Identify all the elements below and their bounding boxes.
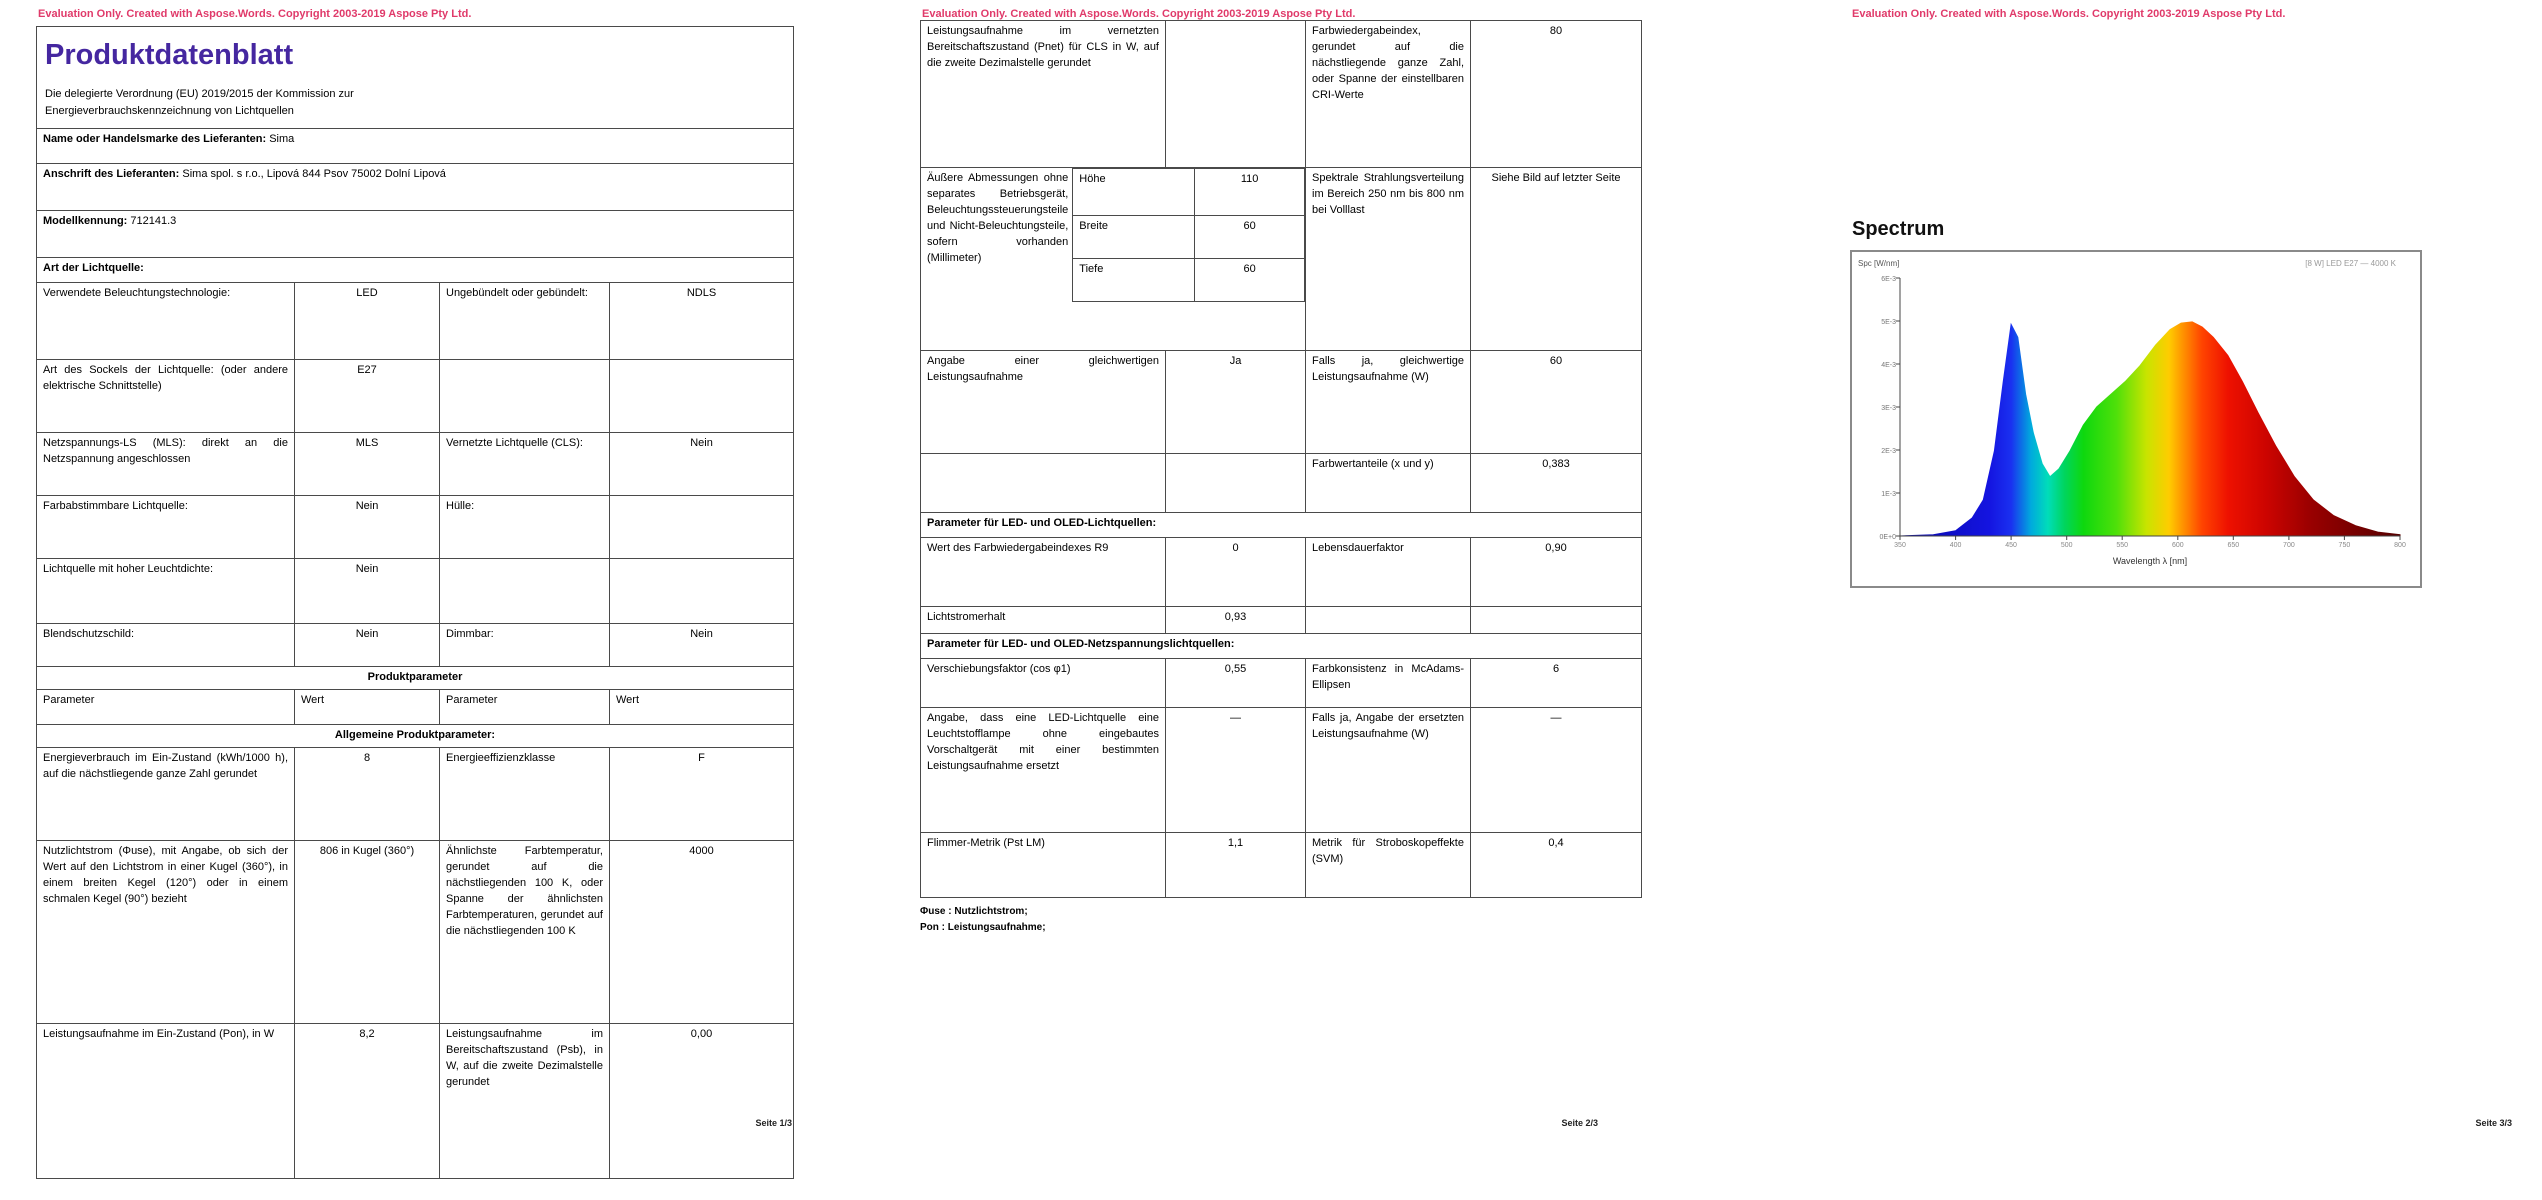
param-value: 6 (1471, 659, 1642, 708)
param-label: Leistungsaufnahme im Ein-Zustand (Pon), in W (37, 1024, 295, 1179)
x-tick-label: 450 (2005, 542, 2017, 549)
y-tick-label: 0E+0 (1879, 534, 1896, 541)
param-label: Farbwiedergabeindex, gerundet auf die nächstliegende ganze Zahl, oder Spanne der einstellbaren CRI-Werte (1306, 21, 1471, 168)
param-label: Farbwertanteile (x und y) (1306, 454, 1471, 513)
param-value: 60 (1471, 351, 1642, 454)
x-tick-label: 400 (1949, 542, 1962, 549)
section-header-led-mains: Parameter für LED- und OLED-Netzspannungslichtquellen: (921, 634, 1642, 659)
table-row (921, 454, 1642, 513)
chart-legend: [8 W] LED E27 — 4000 K (2305, 259, 2396, 268)
page-number: Seite 3/3 (2475, 1118, 2512, 1128)
evaluation-watermark: Evaluation Only. Created with Aspose.Words. Copyright 2003-2019 Aspose Pty Ltd. (38, 8, 472, 20)
y-tick-label: 3E-3 (1881, 405, 1896, 412)
param-label: Verwendete Beleuchtungstechnologie: (37, 283, 295, 360)
y-tick-label: 6E-3 (1881, 276, 1896, 283)
column-header: Wert (610, 690, 794, 725)
param-value: E27 (295, 360, 440, 433)
param-label: Leistungsaufnahme im Bereitschaftszustand (Psb), in W, auf die zweite Dezimalstelle gerundet (440, 1024, 610, 1179)
param-label: Lichtquelle mit hoher Leuchtdichte: (37, 559, 295, 624)
spectrum-heading: Spectrum (1852, 218, 1945, 240)
datasheet-page-2 (920, 0, 1642, 1200)
param-value (1166, 454, 1306, 513)
param-value: 0 (1166, 538, 1306, 607)
param-value: Nein (610, 433, 794, 496)
footnote: Pon : Leistungsaufnahme; (920, 922, 1046, 933)
column-header: Parameter (37, 690, 295, 725)
param-label: Spektrale Strahlungsverteilung im Bereich 250 nm bis 800 nm bei Volllast (1306, 168, 1471, 351)
lightsource-type-label: Art der Lichtquelle: (43, 262, 144, 275)
param-value: LED (295, 283, 440, 360)
evaluation-watermark: Evaluation Only. Created with Aspose.Words. Copyright 2003-2019 Aspose Pty Ltd. (1852, 8, 2286, 20)
param-value: Nein (295, 624, 440, 667)
param-label: Nutzlichtstrom (Φuse), mit Angabe, ob sich der Wert auf den Lichtstrom in einer Kugel (360°), in einem breiten Kegel (120°) oder in einem schmalen Kegel (90°) bezieht (37, 841, 295, 1024)
param-value: Siehe Bild auf letzter Seite (1471, 168, 1642, 351)
x-tick-label: 700 (2283, 542, 2295, 549)
x-tick-marks (1900, 536, 2400, 540)
param-value: Nein (295, 559, 440, 624)
datasheet-page-1 (36, 0, 794, 1200)
param-value: 0,383 (1471, 454, 1642, 513)
table-row (37, 283, 794, 360)
table-row (37, 748, 794, 841)
param-label: Lebensdauerfaktor (1306, 538, 1471, 607)
y-axis-title: Spc [W/nm] (1858, 259, 1900, 268)
model-label: Modellkennung: (43, 215, 128, 228)
param-label: Falls ja, Angabe der ersetzten Leistungsaufnahme (W) (1306, 708, 1471, 833)
param-label: Verschiebungsfaktor (cos φ1) (921, 659, 1166, 708)
param-label: Angabe einer gleichwertigen Leistungsaufnahme (921, 351, 1166, 454)
param-value (1471, 607, 1642, 634)
table-row (37, 1024, 794, 1179)
param-value: F (610, 748, 794, 841)
param-value: 0,4 (1471, 833, 1642, 898)
table-row (921, 833, 1642, 898)
table-row (921, 21, 1642, 168)
param-label: Energieeffizienzklasse (440, 748, 610, 841)
column-header: Wert (295, 690, 440, 725)
address-label: Anschrift des Lieferanten: (43, 168, 180, 181)
address-value: Sima spol. s r.o., Lipová 844 Psov 75002 Dolní Lipová (182, 168, 446, 181)
table-row (921, 538, 1642, 607)
param-value: Ja (1166, 351, 1306, 454)
section-header-general: Allgemeine Produktparameter: (37, 725, 794, 748)
y-tick-label: 1E-3 (1881, 491, 1896, 498)
section-header-product: Produktparameter (37, 667, 794, 690)
regulation-text: Die delegierte Verordnung (EU) 2019/2015 der Kommission zur Energieverbrauchskennzeichnung von Lichtquellen (45, 88, 354, 117)
param-value: 0,55 (1166, 659, 1306, 708)
product-datasheet-table-2 (920, 20, 1642, 898)
product-datasheet-table (36, 26, 794, 1179)
dimension-key: Höhe (1073, 169, 1195, 216)
param-label: Metrik für Stroboskopeffekte (SVM) (1306, 833, 1471, 898)
table-row (921, 607, 1642, 634)
datasheet-page-3 (1850, 0, 2540, 1200)
table-row (921, 659, 1642, 708)
param-label: Vernetzte Lichtquelle (CLS): (440, 433, 610, 496)
table-row (37, 433, 794, 496)
param-label: Lichtstromerhalt (921, 607, 1166, 634)
dimension-value: 60 (1195, 259, 1305, 302)
param-value: 806 in Kugel (360°) (295, 841, 440, 1024)
param-value: Nein (295, 496, 440, 559)
footnotes (920, 904, 1642, 936)
table-row (921, 708, 1642, 833)
spectrum-area (1900, 322, 2400, 536)
table-row (921, 351, 1642, 454)
x-tick-label: 550 (2116, 542, 2129, 549)
param-label: Farbkonsistenz in McAdams-Ellipsen (1306, 659, 1471, 708)
y-tick-label: 4E-3 (1881, 362, 1896, 369)
spectrum-chart (1850, 250, 2422, 588)
supplier-label: Name oder Handelsmarke des Lieferanten: (43, 133, 267, 146)
footnote: Φuse : Nutzlichtstrom; (920, 906, 1028, 917)
param-label (440, 559, 610, 624)
param-value: 0,90 (1471, 538, 1642, 607)
x-tick-label: 350 (1894, 542, 1906, 549)
column-header-row (37, 690, 794, 725)
param-value: 80 (1471, 21, 1642, 168)
param-label: Wert des Farbwiedergabeindexes R9 (921, 538, 1166, 607)
y-tick-marks (1896, 278, 1900, 536)
param-label (440, 360, 610, 433)
param-label: Blendschutzschild: (37, 624, 295, 667)
param-label: Dimmbar: (440, 624, 610, 667)
param-value (610, 496, 794, 559)
param-value: Nein (610, 624, 794, 667)
param-label: Ähnlichste Farbtemperatur, gerundet auf die nächstliegenden 100 K, oder Spanne der ähnlichsten Farbtemperaturen, gerundet auf die nächstliegenden 100 K (440, 841, 610, 1024)
model-value: 712141.3 (130, 215, 177, 228)
param-label: Falls ja, gleichwertige Leistungsaufnahme (W) (1306, 351, 1471, 454)
param-label: Energieverbrauch im Ein-Zustand (kWh/1000 h), auf die nächstliegende ganze Zahl gerundet (37, 748, 295, 841)
param-label (921, 454, 1166, 513)
param-value: MLS (295, 433, 440, 496)
x-tick-label: 750 (2338, 542, 2351, 549)
table-row (37, 559, 794, 624)
x-tick-label: 650 (2227, 542, 2240, 549)
param-label: Netzspannungs-LS (MLS): direkt an die Netzspannung angeschlossen (37, 433, 295, 496)
table-row (37, 624, 794, 667)
y-tick-label: 2E-3 (1881, 448, 1896, 455)
dimension-key: Tiefe (1073, 259, 1195, 302)
param-label: Flimmer-Metrik (Pst LM) (921, 833, 1166, 898)
spectrum-svg (1852, 252, 2420, 586)
param-label: Farbabstimmbare Lichtquelle: (37, 496, 295, 559)
dimension-value: 60 (1195, 216, 1305, 259)
param-value: 8,2 (295, 1024, 440, 1179)
param-value (610, 559, 794, 624)
section-header-led: Parameter für LED- und OLED-Lichtquellen: (921, 513, 1642, 538)
dimensions-row (921, 168, 1642, 351)
param-label: Art des Sockels der Lichtquelle: (oder andere elektrische Schnittstelle) (37, 360, 295, 433)
x-axis-title: Wavelength λ [nm] (2112, 556, 2188, 566)
y-tick-label: 5E-3 (1881, 319, 1896, 326)
param-value: 1,1 (1166, 833, 1306, 898)
x-tick-label: 500 (2060, 542, 2073, 549)
table-row (37, 496, 794, 559)
page-title: Produktdatenblatt (45, 39, 294, 71)
page-number: Seite 1/3 (755, 1118, 792, 1128)
param-value (610, 360, 794, 433)
table-row (37, 841, 794, 1024)
x-tick-label: 600 (2171, 542, 2184, 549)
param-label (1306, 607, 1471, 634)
param-value: 0,00 (610, 1024, 794, 1179)
param-label: Leistungsaufnahme im vernetzten Bereitschaftszustand (Pnet) für CLS in W, auf die zweite Dezimalstelle gerundet (921, 21, 1166, 168)
param-value: — (1166, 708, 1306, 833)
supplier-value: Sima (269, 133, 295, 146)
page-number: Seite 2/3 (1561, 1118, 1598, 1128)
dimension-key: Breite (1073, 216, 1195, 259)
param-value: 8 (295, 748, 440, 841)
dimensions-label: Äußere Abmessungen ohne separates Betriebsgerät, Beleuchtungssteuerungsteile und Nicht-Beleuchtungsteile, sofern vorhanden (Millimeter) (927, 172, 1069, 264)
x-tick-label: 800 (2394, 542, 2406, 549)
param-value: 0,93 (1166, 607, 1306, 634)
param-value: 4000 (610, 841, 794, 1024)
column-header: Parameter (440, 690, 610, 725)
param-value: — (1471, 708, 1642, 833)
param-label: Angabe, dass eine LED-Lichtquelle eine Leuchtstofflampe ohne eingebautes Vorschaltgerät mit einer bestimmten Leistungsaufnahme ersetzt (921, 708, 1166, 833)
param-value (1166, 21, 1306, 168)
table-row (37, 360, 794, 433)
param-label: Ungebündelt oder gebündelt: (440, 283, 610, 360)
param-label: Hülle: (440, 496, 610, 559)
dimensions-subtable (1072, 168, 1305, 302)
evaluation-watermark: Evaluation Only. Created with Aspose.Words. Copyright 2003-2019 Aspose Pty Ltd. (922, 8, 1356, 20)
param-value: NDLS (610, 283, 794, 360)
dimension-value: 110 (1195, 169, 1305, 216)
